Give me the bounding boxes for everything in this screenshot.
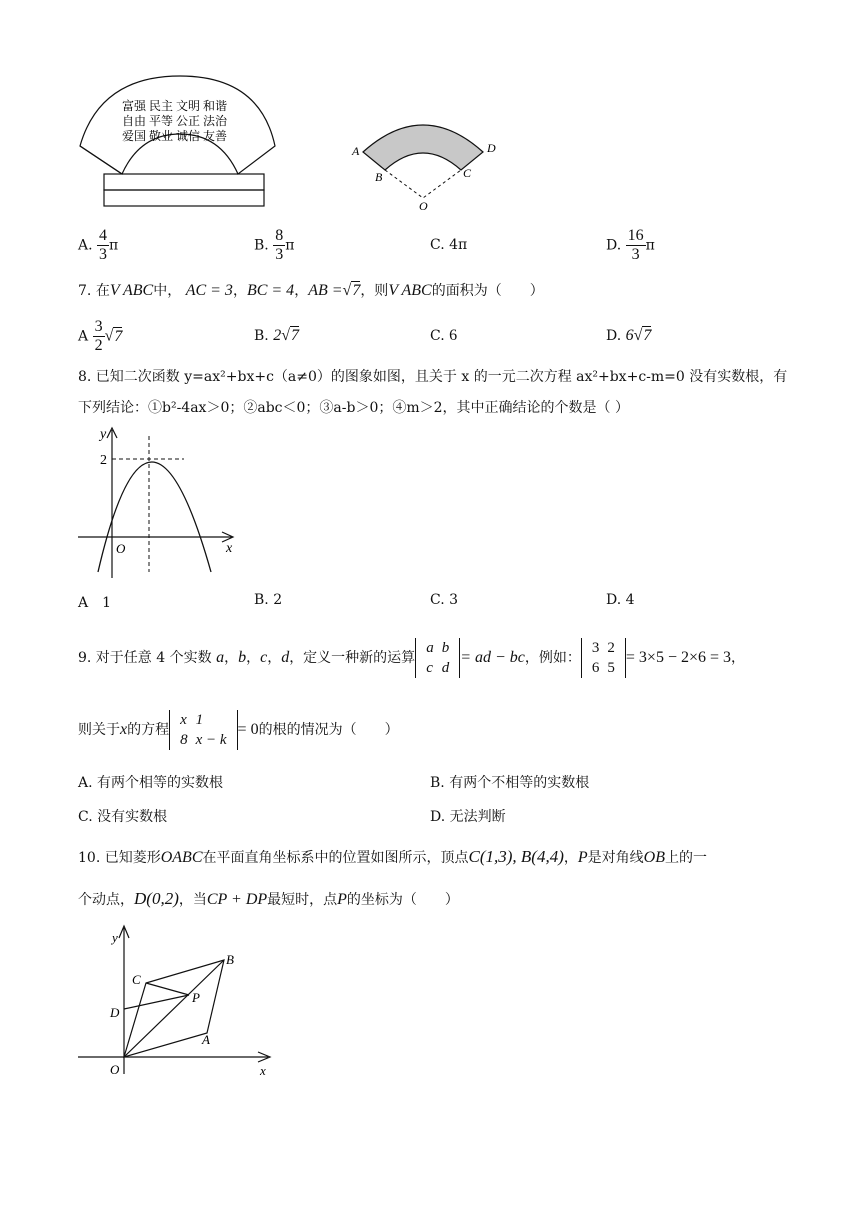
label-B: B (375, 170, 383, 184)
q9-option-b[interactable]: B. 有两个不相等的实数根 (430, 775, 590, 791)
label-x: x (260, 1063, 266, 1078)
label-P: P (192, 990, 200, 1005)
y-axis-label: y (100, 427, 107, 442)
label-C: C (463, 166, 472, 180)
fan-line-1: 富强 民主 文明 和谐 (122, 99, 228, 113)
definition-determinant: a b c d (415, 638, 460, 678)
label-D: D (110, 1005, 120, 1020)
q8-option-c[interactable]: C. 3 (430, 592, 459, 608)
q9-option-d[interactable]: D. 无法判断 (430, 809, 506, 825)
q8-stem-line-2: 下列结论：①b²-4ax＞0；②abc＜0；③a-b＞0；④m＞2，其中正确结论的个数是（ ） (78, 400, 629, 416)
label-O: O (419, 199, 428, 213)
q6-option-b[interactable]: B. $\frac{8}{3}$ π (254, 227, 295, 263)
q7-option-d[interactable]: D. 6√7 (606, 327, 652, 344)
parabola-graph (76, 422, 246, 584)
label-A: A (202, 1032, 210, 1047)
q7-option-b[interactable]: B. 2√7 (254, 327, 299, 344)
label-y: y (112, 930, 118, 945)
q9-option-a[interactable]: A. 有两个相等的实数根 (78, 775, 224, 791)
q6-option-a[interactable]: A. $\frac{4}{3}$ π (78, 227, 119, 263)
q8-option-a[interactable]: A 1 (78, 595, 112, 611)
peak-label: 2 (100, 453, 107, 468)
label-C: C (132, 972, 141, 987)
q8-option-d[interactable]: D. 4 (606, 592, 635, 608)
fan-line-3: 爱国 敬业 诚信 友善 (122, 129, 228, 143)
example-determinant: 3 2 6 5 (581, 638, 626, 678)
q10-stem-line-2: 个动点，D(0,2)，当CP + DP最短时，点P的坐标为（ ） (78, 889, 459, 908)
q7-stem: 7. 在V ABC中， AC = 3，BC = 4，AB =√7，则V ABC的面积为（ ） (78, 282, 544, 299)
fan-figure (70, 64, 280, 214)
q9-stem-line-2: 则关于x的方程 x 1 8 x − k = 0的根的情况为（ ） (78, 712, 399, 748)
label-A: A (352, 144, 360, 158)
origin-label: O (116, 541, 126, 556)
label-D: D (487, 141, 496, 155)
q9-stem-line-1: 9. 对于任意 4 个实数 a，b，c，d，定义一种新的运算 a b c d = ad − bc，例如： 3 2 6 5 = 3×5 − 2×6 = 3， (78, 640, 746, 676)
q6-option-d[interactable]: D. $\frac{16}{3}$ π (606, 227, 655, 263)
q7-option-a[interactable]: A $\frac{3}{2}$ √7 (78, 318, 123, 354)
q9-option-c[interactable]: C. 没有实数根 (78, 809, 168, 825)
equation-determinant: x 1 8 x − k (169, 710, 237, 750)
fan-line-2: 自由 平等 公正 法治 (122, 114, 228, 128)
q8-stem-line-1: 8. 已知二次函数 y=ax²+bx+c（a≠0）的图象如图，且关于 x 的一元二次方程 ax²+bx+c-m=0 没有实数根，有 (78, 369, 788, 385)
q6-option-c[interactable]: C. 4π (430, 237, 468, 253)
q10-stem-line-1: 10. 已知菱形OABC在平面直角坐标系中的位置如图所示，顶点C(1,3), B(4,4)，P是对角线OB上的一 (78, 847, 707, 866)
annular-sector-figure (345, 108, 515, 213)
x-axis-label: x (226, 541, 233, 556)
label-O: O (110, 1062, 120, 1077)
q7-option-c[interactable]: C. 6 (430, 327, 458, 344)
q8-option-b[interactable]: B. 2 (254, 592, 283, 608)
label-B: B (226, 952, 234, 967)
rhombus-graph (76, 922, 276, 1082)
